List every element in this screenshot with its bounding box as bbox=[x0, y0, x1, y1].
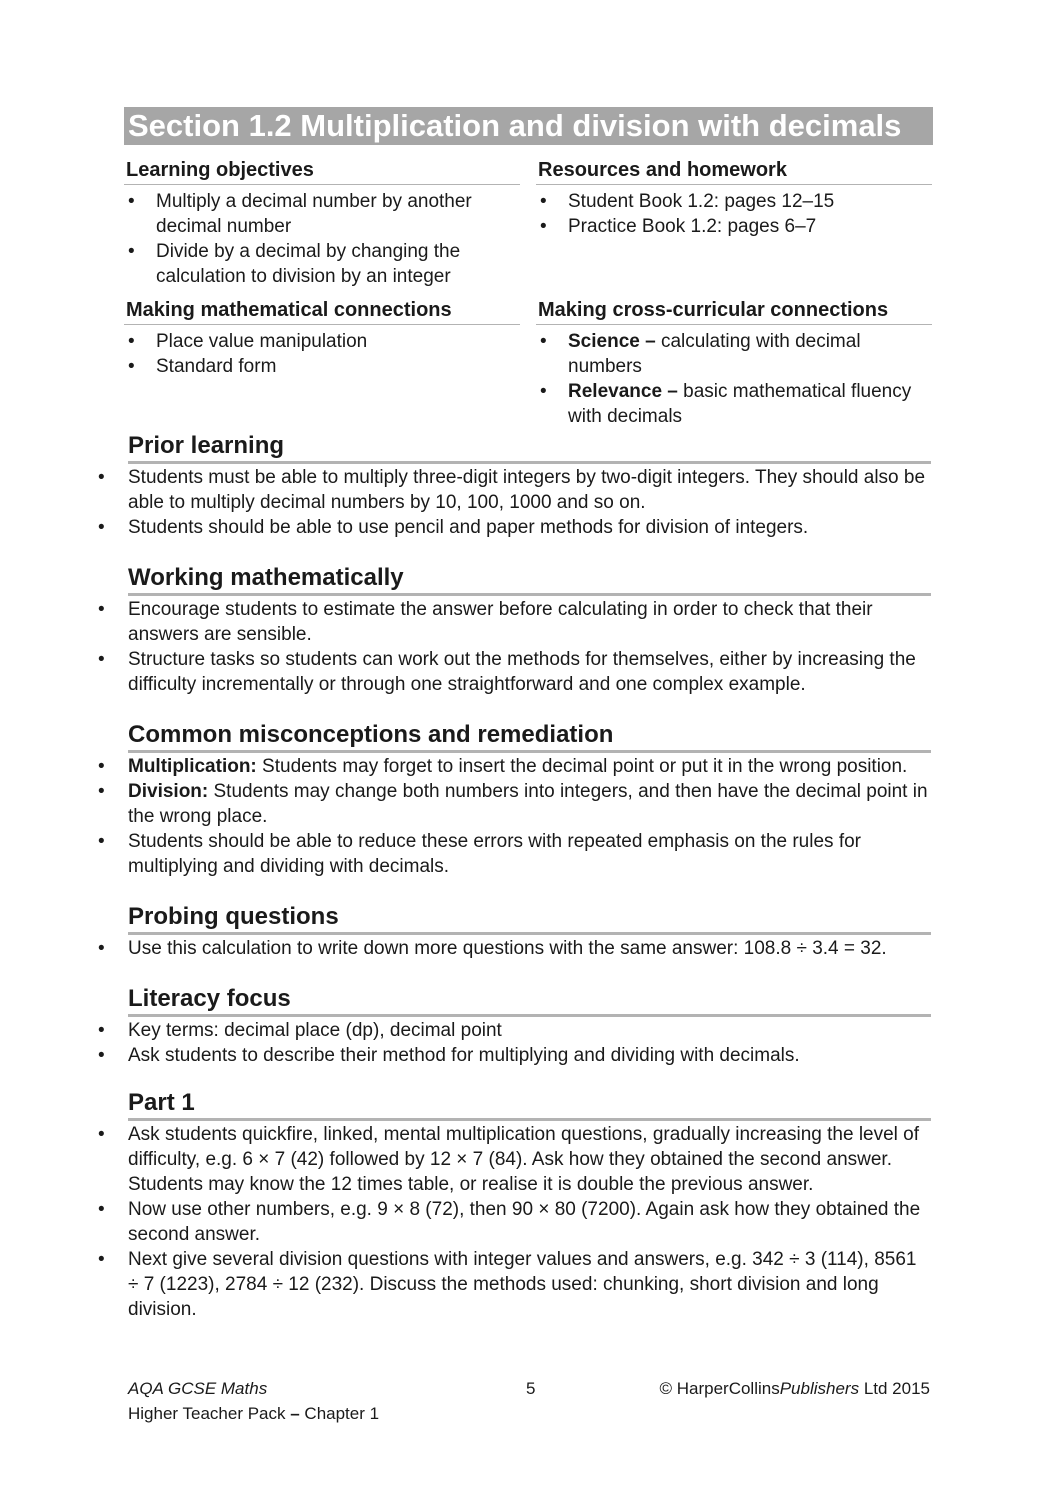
footer-pack-dash: – bbox=[290, 1404, 300, 1423]
cross-curricular-connections bbox=[536, 297, 932, 429]
part-1-heading: Part 1 bbox=[128, 1088, 931, 1121]
copyright-suffix: Ltd 2015 bbox=[859, 1379, 930, 1398]
list-item: • Use this calculation to write down more questions with the same answer: 108.8 ÷ 3.4 = 32. bbox=[0, 936, 931, 961]
list-item: • Ask students quickfire, linked, mental multiplication questions, gradually increasing the level of difficulty, e.g. 6 × 7 (42) followed by 12 × 7 (84). Ask how they obtained the second answer. Students may know the 12 times table, or realise it is double the previous answer. bbox=[0, 1122, 931, 1197]
list-item: • Students should be able to reduce these errors with repeated emphasis on the rules for multiplying and dividing with decimals. bbox=[0, 829, 931, 879]
division-text: Students may change both numbers into integers, and then have the decimal point in the wrong place. bbox=[128, 781, 928, 827]
relevance-label: Relevance – bbox=[568, 381, 678, 402]
list-item bbox=[536, 379, 932, 429]
cross-curricular-list bbox=[536, 329, 932, 429]
learning-objectives-heading: Learning objectives bbox=[124, 157, 520, 185]
section-title: Section 1.2 Multiplication and division with decimals bbox=[124, 107, 933, 145]
cross-curricular-heading: Making cross-curricular connections bbox=[536, 297, 932, 325]
list-item bbox=[536, 329, 932, 379]
part-1-list bbox=[0, 1122, 1058, 1322]
footer-copyright bbox=[659, 1376, 930, 1401]
list-item: • Key terms: decimal place (dp), decimal point bbox=[0, 1018, 931, 1043]
science-text: calculating with decimal numbers bbox=[568, 331, 861, 377]
multiplication-label: Multiplication: bbox=[128, 756, 257, 777]
list-item: • Standard form bbox=[124, 354, 520, 379]
working-mathematically-section bbox=[0, 563, 1058, 697]
working-mathematically-list bbox=[0, 597, 1058, 697]
learning-objectives bbox=[124, 157, 520, 289]
multiplication-text: Students may forget to insert the decimal point or put it in the wrong position. bbox=[256, 756, 908, 777]
prior-learning-heading: Prior learning bbox=[128, 431, 931, 464]
literacy-focus-list bbox=[0, 1018, 1058, 1068]
copyright-prefix: © HarperCollins bbox=[659, 1379, 780, 1398]
footer-pack-suffix: Chapter 1 bbox=[299, 1404, 380, 1423]
list-item: • Structure tasks so students can work out the methods for themselves, either by increasing the difficulty incrementally or through one straightforward and one complex example. bbox=[0, 647, 931, 697]
resources-heading: Resources and homework bbox=[536, 157, 932, 185]
footer-left bbox=[128, 1376, 379, 1426]
relevance-text: basic mathematical fluency with decimals bbox=[568, 381, 912, 427]
list-item: • Students should be able to use pencil and paper methods for division of integers. bbox=[0, 515, 931, 540]
learning-objectives-list bbox=[124, 189, 520, 289]
science-label: Science – bbox=[568, 331, 656, 352]
list-item: • Students must be able to multiply three-digit integers by two-digit integers. They should also be able to multiply decimal numbers by 10, 100, 1000 and so on. bbox=[0, 465, 931, 515]
working-mathematically-heading: Working mathematically bbox=[128, 563, 931, 596]
page-number: 5 bbox=[526, 1379, 536, 1398]
list-item: • Now use other numbers, e.g. 9 × 8 (72), then 90 × 80 (7200). Again ask how they obtained the second answer. bbox=[0, 1197, 931, 1247]
list-item: • Next give several division questions with integer values and answers, e.g. 342 ÷ 3 (114), 8561 ÷ 7 (1223), 2784 ÷ 12 (232). Discuss the methods used: chunking, short division and long division. bbox=[0, 1247, 931, 1322]
list-item: • Encourage students to estimate the answer before calculating in order to check that their answers are sensible. bbox=[0, 597, 931, 647]
list-item: • Place value manipulation bbox=[124, 329, 520, 354]
misconceptions-list bbox=[0, 754, 1058, 879]
probing-questions-heading: Probing questions bbox=[128, 902, 931, 935]
literacy-focus-section bbox=[0, 984, 1058, 1068]
footer-pack bbox=[128, 1401, 379, 1426]
literacy-focus-heading: Literacy focus bbox=[128, 984, 931, 1017]
prior-learning-list bbox=[0, 465, 1058, 540]
list-item bbox=[0, 779, 931, 829]
math-connections-list bbox=[124, 329, 520, 379]
list-item: • Student Book 1.2: pages 12–15 bbox=[536, 189, 932, 214]
part-1-section bbox=[0, 1088, 1058, 1322]
misconceptions-heading: Common misconceptions and remediation bbox=[128, 720, 931, 753]
copyright-italic: Publishers bbox=[779, 1379, 860, 1398]
probing-questions-list bbox=[0, 936, 1058, 961]
resources-homework bbox=[536, 157, 932, 239]
list-item: • Multiply a decimal number by another decimal number bbox=[124, 189, 520, 239]
division-label: Division: bbox=[128, 781, 209, 802]
list-item bbox=[0, 754, 931, 779]
list-item: • Practice Book 1.2: pages 6–7 bbox=[536, 214, 932, 239]
footer-book-title: AQA GCSE Maths bbox=[128, 1379, 268, 1398]
prior-learning-section bbox=[0, 431, 1058, 540]
list-item: • Ask students to describe their method for multiplying and dividing with decimals. bbox=[0, 1043, 931, 1068]
resources-list bbox=[536, 189, 932, 239]
mathematical-connections bbox=[124, 297, 520, 379]
probing-questions-section bbox=[0, 902, 1058, 961]
misconceptions-section bbox=[0, 720, 1058, 879]
list-item: • Divide by a decimal by changing the calculation to division by an integer bbox=[124, 239, 520, 289]
math-connections-heading: Making mathematical connections bbox=[124, 297, 520, 325]
footer-pack-prefix: Higher Teacher Pack bbox=[128, 1404, 291, 1423]
